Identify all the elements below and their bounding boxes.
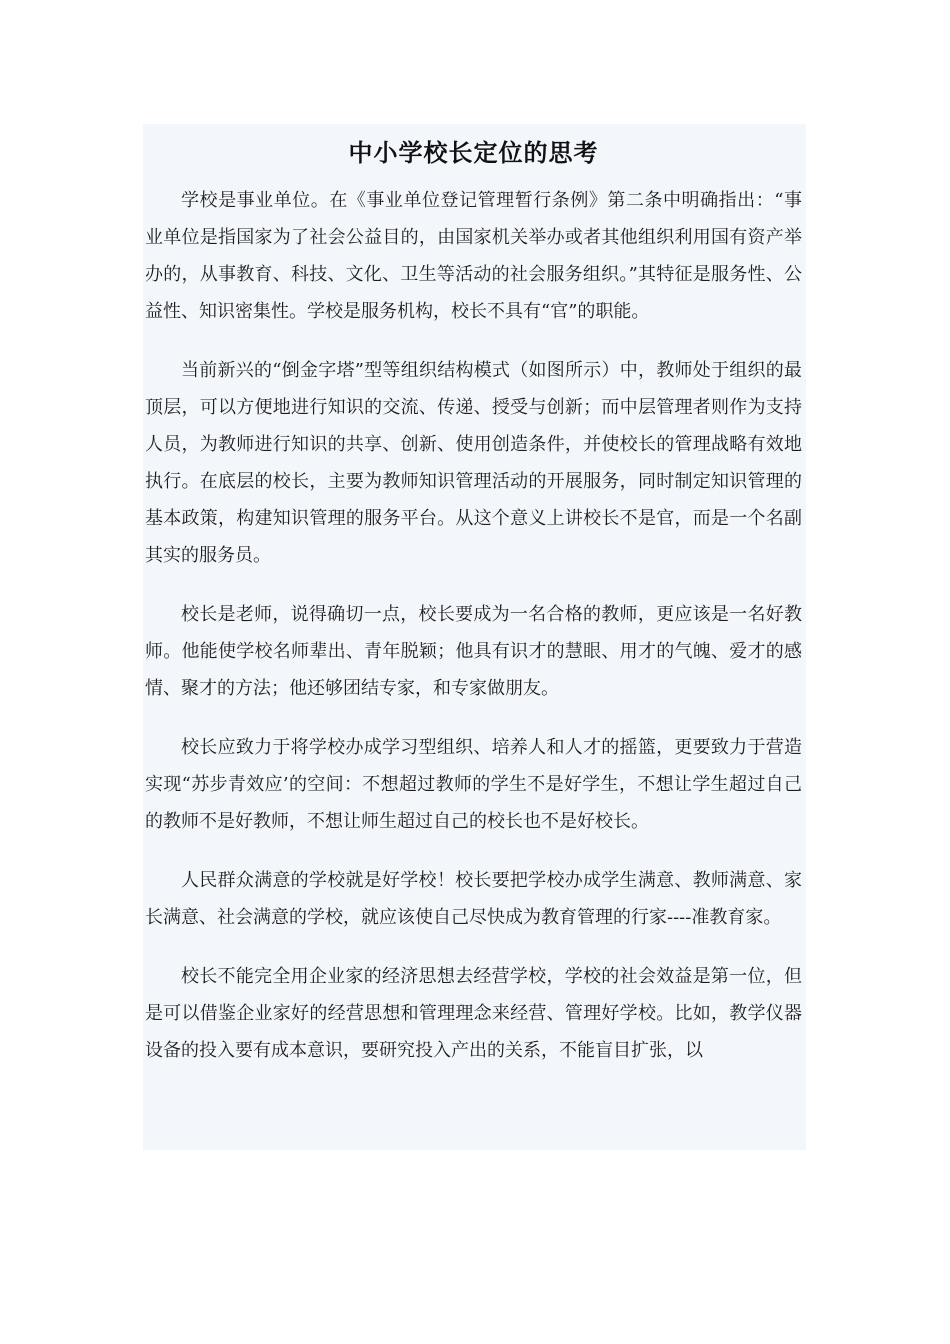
paragraph-1: 学校是事业单位。在《事业单位登记管理暂行条例》第二条中明确指出：“事业单位是指国家为了社会公益目的，由国家机关举办或者其他组织利用国有资产举办的，从事教育、科技、文化、卫生等活动的社会服务组织。”其特征是服务性、公益性、知识密集性。学校是服务机构，校长不具有“官”的职能。: [145, 190, 802, 322]
paragraph-3: 校长是老师，说得确切一点，校长要成为一名合格的教师，更应该是一名好教师。他能使学校名师辈出、青年脱颖；他具有识才的慧眼、用才的气魄、爱才的感情、聚才的方法；他还够团结专家，和专家做朋友。: [145, 604, 802, 699]
paragraph-4: 校长应致力于将学校办成学习型组织、培养人和人才的摇篮，更要致力于营造实现“苏步青效应’的空间：不想超过教师的学生不是好学生，不想让学生超过自己的教师不是好教师，不想让师生超过自己的校长也不是好校长。: [145, 737, 802, 832]
paragraph-6: 校长不能完全用企业家的经济思想去经营学校，学校的社会效益是第一位，但是可以借鉴企业家好的经营思想和管理理念来经营、管理好学校。比如，教学仪器设备的投入要有成本意识，要研究投入产出的关系，不能盲目扩张，以: [145, 966, 802, 1061]
article-title: 中小学校长定位的思考: [348, 138, 599, 167]
paragraph-2: 当前新兴的“倒金字塔”型等组织结构模式（如图所示）中，教师处于组织的最顶层，可以方便地进行知识的交流、传递、授受与创新；而中层管理者则作为支持人员，为教师进行知识的共享、创新、使用创造条件，并使校长的管理战略有效地执行。在底层的校长，主要为教师知识管理活动的开展服务，同时制定知识管理的基本政策，构建知识管理的服务平台。从这个意义上讲校长不是官，而是一个名副其实的服务员。: [145, 360, 802, 566]
paragraph-5: 人民群众满意的学校就是好学校！校长要把学校办成学生满意、教师满意、家长满意、社会满意的学校，就应该使自己尽快成为教育管理的行家----准教育家。: [145, 870, 802, 928]
article-content: [143, 124, 806, 1150]
